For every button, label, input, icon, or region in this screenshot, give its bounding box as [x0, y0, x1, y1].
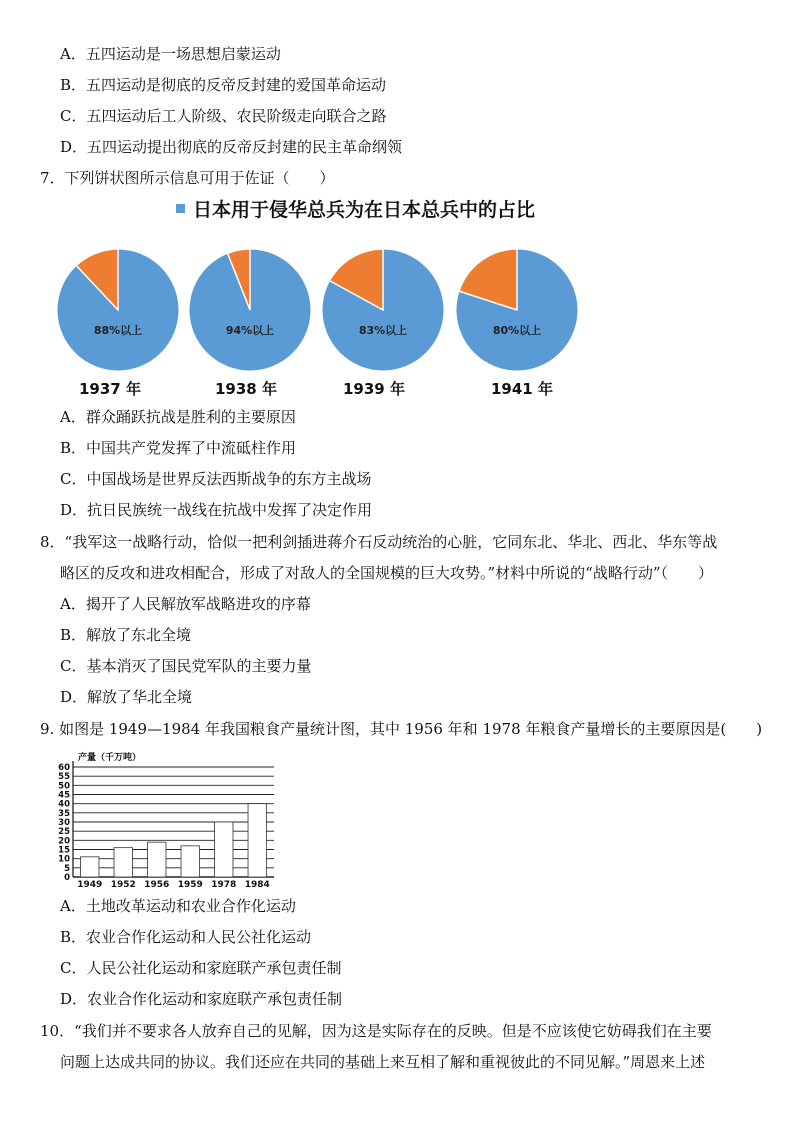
- q9-option-a: A．土地改革运动和农业合作化运动: [60, 897, 296, 915]
- x-tick-label: 1978: [211, 880, 237, 890]
- y-tick-label: 25: [58, 827, 70, 838]
- q6-option-a: A．五四运动是一场思想启蒙运动: [60, 45, 281, 63]
- y-tick-label: 45: [58, 790, 70, 801]
- q7-option-b: B．中国共产党发挥了中流砥柱作用: [60, 439, 297, 457]
- y-tick-label: 10: [58, 854, 70, 865]
- pie-value-label: 83%以上: [358, 324, 408, 337]
- q7-stem: 7．下列饼状图所示信息可用于佐证（ ）: [40, 169, 335, 187]
- y-tick-label: 15: [58, 845, 70, 856]
- pie-year-1941: 1941 年: [491, 380, 553, 398]
- x-tick-label: 1956: [144, 880, 170, 890]
- x-tick-label: 1949: [77, 880, 103, 890]
- q6-option-c: C．五四运动后工人阶级、农民阶级走向联合之路: [60, 107, 387, 125]
- y-tick-label: 30: [58, 818, 70, 828]
- q8-option-a: A．揭开了人民解放军战略进攻的序幕: [60, 595, 311, 613]
- bar: [215, 822, 233, 877]
- pie-value-label: 94%以上: [225, 324, 275, 337]
- y-tick-label: 20: [58, 836, 70, 847]
- q9-option-c: C．人民公社化运动和家庭联产承包责任制: [60, 959, 342, 977]
- q10-stem-line-2: 问题上达成共同的协议。我们还应在共同的基础上来互相了解和重视彼此的不同见解。”周恩来上述: [60, 1053, 706, 1071]
- y-tick-label: 0: [64, 873, 70, 883]
- bar: [181, 846, 199, 877]
- y-tick-label: 5: [64, 863, 70, 874]
- q7-option-a: A．群众踊跃抗战是胜利的主要原因: [60, 408, 296, 426]
- q7-option-c: C．中国战场是世界反法西斯战争的东方主战场: [60, 470, 372, 488]
- y-tick-label: 55: [58, 772, 70, 783]
- y-tick-label: 60: [58, 763, 70, 773]
- pie-value-label: 80%以上: [492, 324, 542, 337]
- pie-year-1937: 1937 年: [79, 380, 141, 398]
- q9-option-d: D．农业合作化运动和家庭联产承包责任制: [60, 990, 343, 1008]
- y-tick-label: 40: [58, 799, 70, 810]
- x-tick-label: 1984: [244, 880, 270, 890]
- q6-option-b: B．五四运动是彻底的反帝反封建的爱国革命运动: [60, 76, 387, 94]
- bar: [148, 842, 166, 877]
- pie-value-label: 88%以上: [93, 324, 143, 337]
- y-tick-label: 35: [58, 808, 70, 819]
- q8-stem-line-1: 8．“我军这一战略行动，恰似一把利剑插进蒋介石反动统治的心脏，它同东北、华北、西北、华东等战: [40, 533, 718, 551]
- q8-option-c: C．基本消灭了国民党军队的主要力量: [60, 657, 312, 675]
- q9-stem: 9. 如图是 1949—1984 年我国粮食产量统计图，其中 1956 年和 1978 年粮食产量增长的主要原因是( ): [40, 720, 763, 738]
- q7-option-d: D．抗日民族统一战线在抗战中发挥了决定作用: [60, 501, 373, 519]
- pie-chart-title-text: 日本用于侵华总兵为在日本总兵中的占比: [193, 199, 536, 221]
- bar: [248, 804, 266, 877]
- q10-stem-line-1: 10．“我们并不要求各人放弃自己的见解，因为这是实际存在的反映。但是不应该使它妨碍我们在主要: [40, 1022, 712, 1040]
- q8-option-d: D．解放了华北全境: [60, 688, 193, 706]
- pie-year-1939: 1939 年: [343, 380, 405, 398]
- x-tick-label: 1952: [110, 880, 136, 890]
- y-axis-label: 产量（千万吨）: [78, 753, 142, 763]
- bar: [114, 848, 132, 877]
- q8-option-b: B．解放了东北全境: [60, 626, 192, 644]
- y-tick-label: 50: [58, 781, 70, 792]
- q8-stem-line-2: 略区的反攻和进攻相配合，形成了对敌人的全国规模的巨大攻势。”材料中所说的“战略行动”（ ）: [60, 564, 714, 582]
- pie-year-1938: 1938 年: [215, 380, 277, 398]
- x-tick-label: 1959: [177, 880, 203, 890]
- q6-option-d: D．五四运动提出彻底的反帝反封建的民主革命纲领: [60, 138, 403, 156]
- bar: [81, 857, 99, 877]
- q9-option-b: B．农业合作化运动和人民公社化运动: [60, 928, 312, 946]
